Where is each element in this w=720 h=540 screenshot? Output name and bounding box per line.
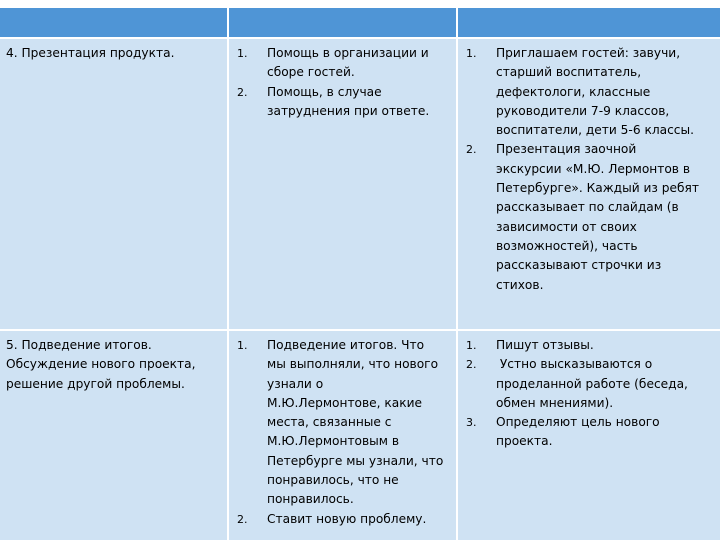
list-number: 3. [466, 416, 477, 430]
row-2-teacher-cell [229, 331, 456, 540]
row-1-teacher-cell [229, 39, 456, 329]
row-1-students-list [466, 44, 716, 295]
list-item [466, 355, 716, 413]
list-line: места, связанные с [267, 415, 392, 430]
list-line: Ставит новую проблему. [267, 511, 427, 526]
row-2-stage-line-2: Обсуждение нового проекта, [6, 357, 196, 372]
row-2-stage-cell [0, 331, 227, 540]
list-line: возможностей), часть [496, 238, 638, 253]
row-2-stage-line-1: 5. Подведение итогов. [6, 338, 152, 352]
list-number: 1. [237, 47, 248, 60]
list-line: затруднения при ответе. [267, 103, 430, 118]
list-number: 2. [237, 512, 248, 526]
row-2-stage-text [0, 331, 227, 394]
header-cell-3 [458, 8, 720, 37]
list-line: Презентация заочной [496, 142, 637, 157]
list-line: Петербурге мы узнали, что [267, 453, 444, 468]
header-cell-2 [229, 8, 456, 37]
list-line: Пишут отзывы. [496, 338, 594, 352]
list-item [237, 83, 452, 122]
list-line: Приглашаем гостей: завучи, [496, 46, 681, 60]
list-line: проделанной работе (беседа, [496, 376, 688, 391]
list-item [466, 140, 716, 294]
list-line: рассказывает по слайдам (в [496, 200, 679, 215]
list-item [237, 510, 452, 529]
list-line: воспитатели, дети 5-6 классы. [496, 123, 694, 138]
list-item [237, 336, 452, 510]
list-line: зависимости от своих [496, 219, 637, 234]
list-line: понравилось. [267, 492, 354, 507]
list-number: 1. [466, 47, 477, 60]
row-1-stage-cell [0, 39, 227, 329]
list-line: Помощь, в случае [267, 84, 382, 99]
list-line: понравилось, что не [267, 473, 399, 488]
list-line: стихов. [496, 277, 544, 292]
list-item [237, 44, 452, 83]
list-line: мы выполняли, что нового [267, 357, 439, 372]
list-item [466, 44, 716, 140]
list-line: экскурсии «М.Ю. Лермонтов в [496, 161, 691, 176]
list-line: Определяют цель нового [496, 415, 660, 430]
list-line: Петербурге». Каждый из ребят [496, 181, 699, 196]
row-2-students-cell [458, 331, 720, 540]
list-number: 2. [466, 143, 477, 157]
list-line: обмен мнениями). [496, 395, 614, 410]
list-item [466, 336, 716, 355]
list-line: узнали о [267, 376, 324, 391]
header-cell-1 [0, 8, 227, 37]
list-number: 2. [466, 358, 477, 372]
list-line: М.Ю.Лермонтове, какие [267, 395, 423, 410]
list-line: проекта. [496, 434, 553, 449]
row-2-teacher-list [237, 336, 452, 529]
list-item [466, 413, 716, 452]
list-number: 1. [466, 339, 477, 352]
list-line: Помощь в организации и [267, 46, 429, 60]
list-line: сборе гостей. [267, 65, 355, 80]
row-1-students-cell [458, 39, 720, 329]
row-2-students-list [466, 336, 716, 452]
list-line: рассказывают строчки из [496, 258, 662, 273]
list-number: 1. [237, 339, 248, 352]
lesson-table [0, 8, 720, 540]
row-1-stage-text [0, 39, 227, 63]
list-line: старший воспитатель, [496, 65, 642, 80]
row-1-teacher-list [237, 44, 452, 121]
list-line: Подведение итогов. Что [267, 338, 425, 352]
list-line: М.Ю.Лермонтовым в [267, 434, 400, 449]
list-line: Устно высказываются о [496, 357, 653, 372]
row-1-stage-line-1: 4. Презентация продукта. [6, 46, 175, 60]
list-number: 2. [237, 85, 248, 99]
list-line: дефектологи, классные [496, 84, 651, 99]
list-line: руководители 7-9 классов, [496, 103, 670, 118]
row-2-stage-line-3: решение другой проблемы. [6, 376, 185, 391]
